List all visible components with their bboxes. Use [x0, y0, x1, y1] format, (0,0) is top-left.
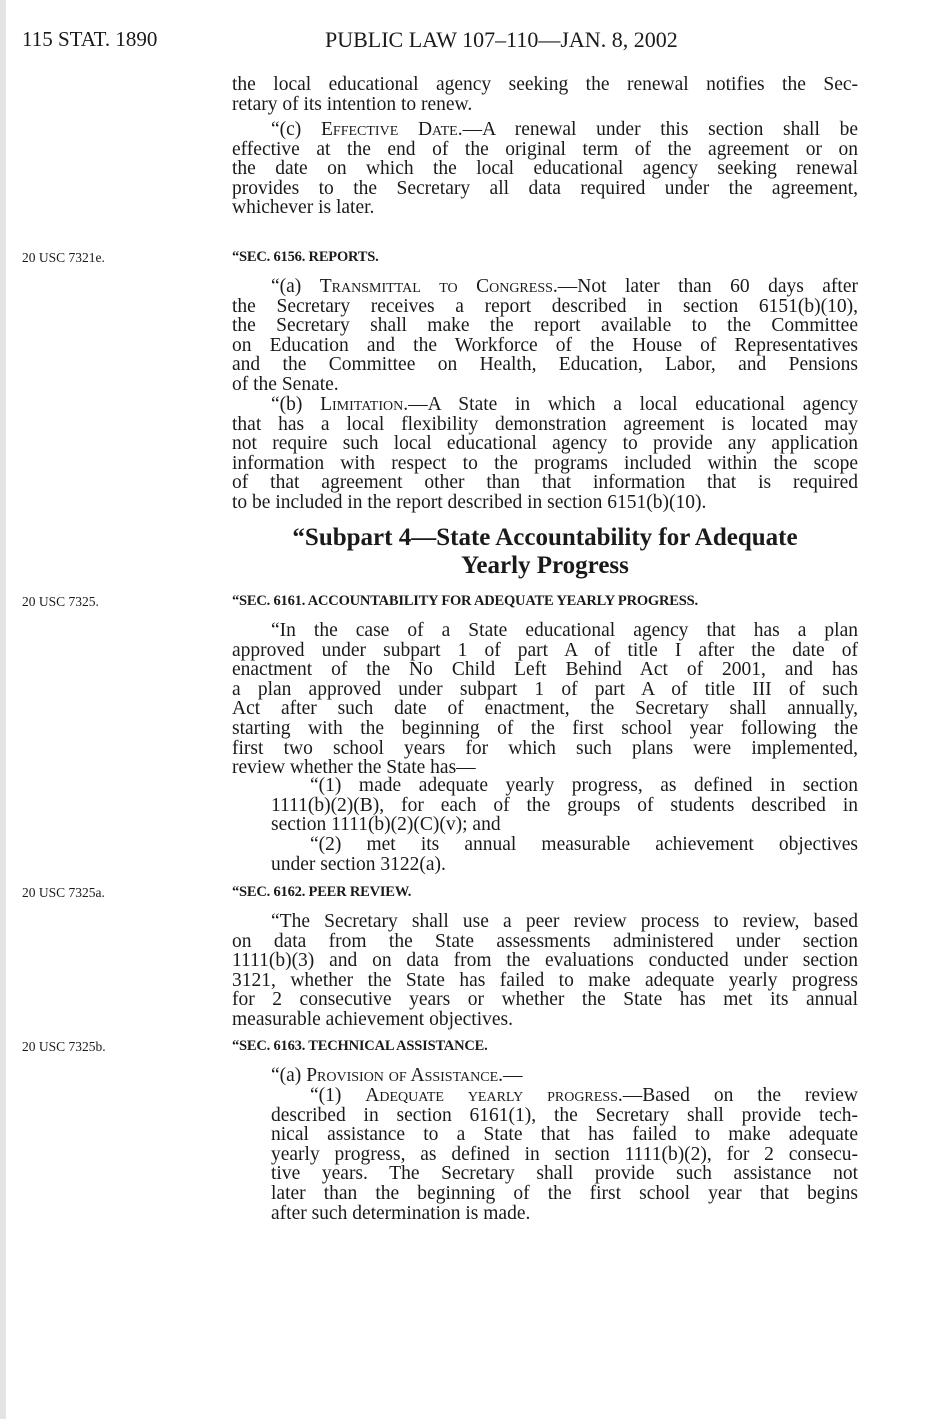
text-run: information with respect to the programs included within the scope [232, 452, 858, 474]
text-line [232, 336, 858, 356]
paragraph [232, 75, 858, 114]
text-line [232, 140, 858, 160]
text-line [232, 1010, 858, 1030]
text-run: section 1111(b)(2)(C)(v); and [271, 814, 501, 836]
paragraph [232, 395, 858, 513]
text-run: first two school years for which such plans were implemented, [232, 737, 858, 759]
text-run: tive years. The Secretary shall provide such assistance not [271, 1163, 858, 1185]
running-header: PUBLIC LAW 107–110—JAN. 8, 2002 [325, 27, 678, 52]
paragraph [232, 277, 858, 395]
text-run: under section 3122(a). [271, 853, 446, 875]
page-stat-number: 115 STAT. 1890 [22, 27, 158, 51]
text-line [232, 990, 858, 1010]
text-run: “(2) met its annual measurable achievement objectives [310, 834, 858, 855]
text-line [232, 120, 858, 140]
paragraph [232, 120, 858, 218]
text-run: not require such local educational agency to provide any application [232, 433, 858, 455]
text-line [232, 835, 858, 855]
section-heading: “SEC. 6162. PEER REVIEW. [232, 884, 412, 900]
text-run: starting with the beginning of the first school year following the [232, 717, 858, 739]
text-line [232, 719, 858, 739]
text-line [232, 1125, 858, 1145]
text-line [232, 1184, 858, 1204]
text-run: on data from the State assessments administered under section [232, 930, 858, 952]
text-line [232, 641, 858, 661]
text-line [232, 415, 858, 435]
text-line [232, 395, 858, 415]
list-item [232, 835, 858, 874]
text-run: nical assistance to a State that has failed to make adequate [271, 1124, 858, 1146]
text-run: of the Senate. [232, 373, 339, 395]
text-run: .—Not later than 60 days after [552, 276, 858, 297]
text-run: that has a local flexibility demonstration agreement is located may [232, 413, 858, 435]
text-run: “(a) [271, 1065, 307, 1086]
small-caps-heading: Effective Date [321, 119, 458, 140]
subpart-title-line: “Subpart 4—State Accountability for Adequate [292, 524, 798, 551]
text-line [232, 434, 858, 454]
text-run: “(b) [271, 394, 321, 415]
text-line [232, 473, 858, 493]
text-line [232, 815, 858, 835]
text-run: retary of its intention to renew. [232, 93, 473, 115]
text-line [232, 660, 858, 680]
text-run: “(c) [271, 119, 321, 140]
text-run: on Education and the Workforce of the House of Representatives [232, 334, 858, 356]
text-run: measurable achievement objectives. [232, 1008, 513, 1030]
text-line [232, 1204, 858, 1224]
text-run: effective at the end of the original term of the agreement or on [232, 138, 858, 160]
text-run: the Secretary receives a report described in section 6151(b)(10), [232, 295, 858, 317]
small-caps-heading: Transmittal to Congress [319, 276, 553, 297]
paragraph [232, 621, 858, 778]
text-run: after such determination is made. [271, 1202, 531, 1224]
text-line [232, 75, 858, 95]
small-caps-heading: Provision of Assistance [306, 1065, 499, 1086]
paragraph [232, 912, 858, 1030]
text-run: approved under subpart 1 of part A of title I after the date of [232, 639, 858, 661]
text-run: and the Committee on Health, Education, Labor, and Pensions [232, 354, 858, 376]
text-line [232, 277, 858, 297]
text-run: .— [498, 1065, 523, 1086]
margin-note: 20 USC 7321e. [22, 250, 105, 265]
text-run: review whether the State has— [232, 757, 476, 779]
text-line [232, 796, 858, 816]
text-line [232, 297, 858, 317]
section-heading: “SEC. 6161. ACCOUNTABILITY FOR ADEQUATE YEARLY PROGRESS. [232, 593, 698, 609]
text-run: a plan approved under subpart 1 of part A of title III of such [232, 678, 858, 700]
text-line [232, 912, 858, 932]
text-run: “The Secretary shall use a peer review process to review, based [271, 911, 858, 932]
text-run: “(a) [271, 276, 320, 297]
text-line [232, 179, 858, 199]
small-caps-heading: Limitation [320, 394, 404, 415]
text-run: .—Based on the review [617, 1085, 858, 1106]
text-line [232, 1145, 858, 1165]
text-run: “In the case of a State educational agency that has a plan [271, 620, 858, 641]
text-line [232, 855, 858, 875]
text-line [232, 95, 858, 115]
text-run: yearly progress, as defined in section 1111(b)(2), for 2 consecu- [271, 1143, 858, 1165]
text-run: Act after such date of enactment, the Secretary shall annually, [232, 698, 858, 720]
section-heading: “SEC. 6163. TECHNICAL ASSISTANCE. [232, 1038, 488, 1054]
text-line [232, 375, 858, 395]
text-line [232, 621, 858, 641]
text-line [232, 951, 858, 971]
text-line [232, 971, 858, 991]
text-line [232, 1164, 858, 1184]
text-run: “(1) made adequate yearly progress, as defined in section [310, 775, 858, 796]
margin-note: 20 USC 7325. [22, 594, 99, 609]
subpart-title-line: Yearly Progress [461, 552, 629, 579]
small-caps-heading: Adequate yearly progress [365, 1085, 618, 1106]
text-run: later than the beginning of the first school year that begins [271, 1182, 858, 1204]
text-run: the date on which the local educational agency seeking renewal [232, 158, 858, 180]
list-item [232, 1086, 858, 1223]
text-run: 3121, whether the State has failed to make adequate yearly progress [232, 969, 858, 991]
paragraph [232, 1066, 858, 1086]
margin-note: 20 USC 7325b. [22, 1039, 106, 1054]
text-line [232, 493, 858, 513]
text-run: for 2 consecutive years or whether the State has met its annual [232, 989, 858, 1011]
text-run: “(1) [310, 1085, 366, 1106]
text-line [232, 1086, 858, 1106]
text-line [232, 159, 858, 179]
text-line [232, 699, 858, 719]
margin-note: 20 USC 7325a. [22, 885, 105, 900]
section-heading: “SEC. 6156. REPORTS. [232, 249, 379, 265]
text-line [232, 316, 858, 336]
text-line [232, 1066, 858, 1086]
text-line [232, 355, 858, 375]
text-run: the Secretary shall make the report available to the Committee [232, 315, 858, 337]
text-line [232, 680, 858, 700]
text-run: enactment of the No Child Left Behind Act of 2001, and has [232, 659, 858, 681]
text-line [232, 932, 858, 952]
text-run: described in section 6161(1), the Secretary shall provide tech- [271, 1104, 858, 1126]
scan-edge [0, 0, 6, 1419]
text-run: 1111(b)(3) and on data from the evaluations conducted under section [232, 950, 858, 972]
text-line [232, 739, 858, 759]
text-run: .—A State in which a local educational agency [403, 394, 858, 415]
text-line [232, 776, 858, 796]
text-run: the local educational agency seeking the renewal notifies the Sec- [232, 74, 858, 95]
text-run: 1111(b)(2)(B), for each of the groups of students described in [271, 794, 858, 816]
text-run: to be included in the report described in section 6151(b)(10). [232, 491, 707, 513]
subpart-title [232, 524, 858, 580]
text-run: whichever is later. [232, 197, 375, 219]
text-line [232, 198, 858, 218]
text-run: provides to the Secretary all data required under the agreement, [232, 177, 858, 199]
text-line [232, 454, 858, 474]
text-line [232, 1106, 858, 1126]
list-item [232, 776, 858, 835]
text-run: .—A renewal under this section shall be [457, 119, 858, 140]
text-run: of that agreement other than that information that is required [232, 472, 858, 494]
